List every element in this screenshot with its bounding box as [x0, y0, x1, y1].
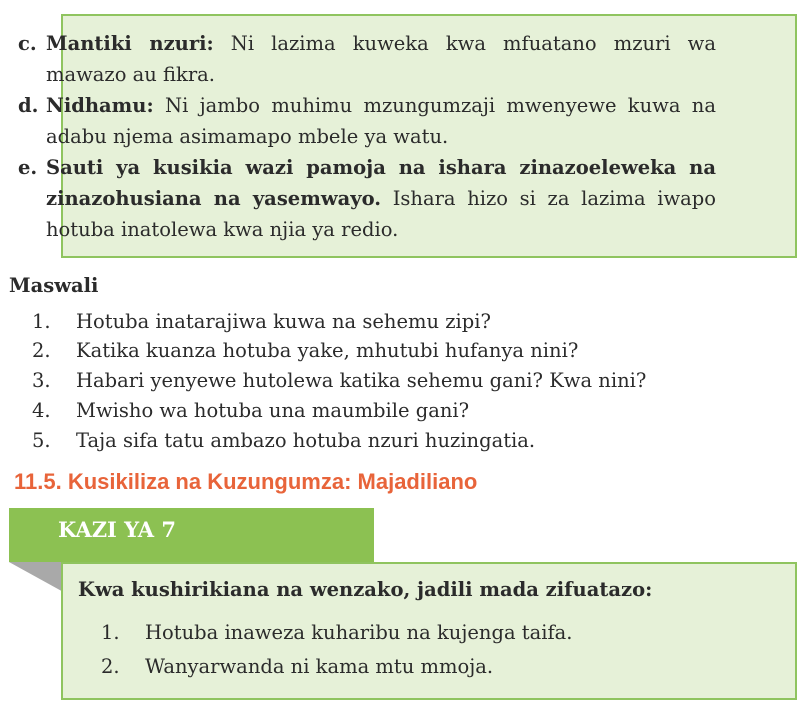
question-number: 5. — [32, 429, 51, 452]
question-number: 2. — [32, 339, 51, 362]
activity-number: 1. — [101, 621, 120, 644]
tip-letter: e. — [18, 156, 38, 179]
tip-text: Ni jambo muhimu mzungumzaji mwenyewe kuwa na — [165, 94, 716, 117]
tip-text: hotuba inatolewa kwa njia ya redio. — [46, 218, 399, 241]
activity-label: KAZI YA 7 — [58, 517, 177, 542]
question-number: 1. — [32, 310, 51, 333]
tip-letter: c. — [18, 32, 37, 55]
questions-heading: Maswali — [9, 274, 99, 297]
question-text: Mwisho wa hotuba una maumbile gani? — [76, 399, 470, 422]
question-text: Taja sifa tatu ambazo hotuba nzuri huzingatia. — [76, 429, 536, 452]
tip-text: adabu njema asimamapo mbele ya watu. — [46, 125, 449, 148]
tip-text: Ni lazima kuweka kwa mfuatano mzuri wa — [230, 32, 716, 55]
activity-number: 2. — [101, 655, 120, 678]
section-title: 11.5. Kusikiliza na Kuzungumza: Majadiliano — [14, 469, 478, 494]
question-number: 3. — [32, 369, 51, 392]
tip-heading: Nidhamu: — [46, 94, 154, 117]
tip-text: mawazo au fikra. — [46, 63, 215, 86]
tip-heading: Mantiki nzuri: — [46, 32, 214, 55]
tip-c — [18, 28, 716, 90]
tip-heading: zinazohusiana na yasemwayo. — [46, 187, 382, 210]
activity-instruction: Kwa kushirikiana na wenzako, jadili mada zifuatazo: — [78, 578, 653, 601]
question-number: 4. — [32, 399, 51, 422]
question-text: Hotuba inatarajiwa kuwa na sehemu zipi? — [76, 310, 491, 333]
tip-d — [18, 90, 716, 152]
question-text: Katika kuanza hotuba yake, mhutubi hufanya nini? — [76, 339, 579, 362]
tip-heading: Sauti ya kusikia wazi pamoja na ishara zinazoeleweka na — [46, 156, 716, 179]
tip-text: Ishara hizo si za lazima iwapo — [392, 187, 717, 210]
activity-text: Wanyarwanda ni kama mtu mmoja. — [145, 655, 494, 678]
activity-text: Hotuba inaweza kuharibu na kujenga taifa. — [145, 621, 573, 644]
tip-e — [18, 152, 717, 245]
tip-letter: d. — [18, 94, 39, 117]
question-text: Habari yenyewe hutolewa katika sehemu gani? Kwa nini? — [76, 369, 647, 392]
banner-fold-shape — [9, 562, 67, 594]
